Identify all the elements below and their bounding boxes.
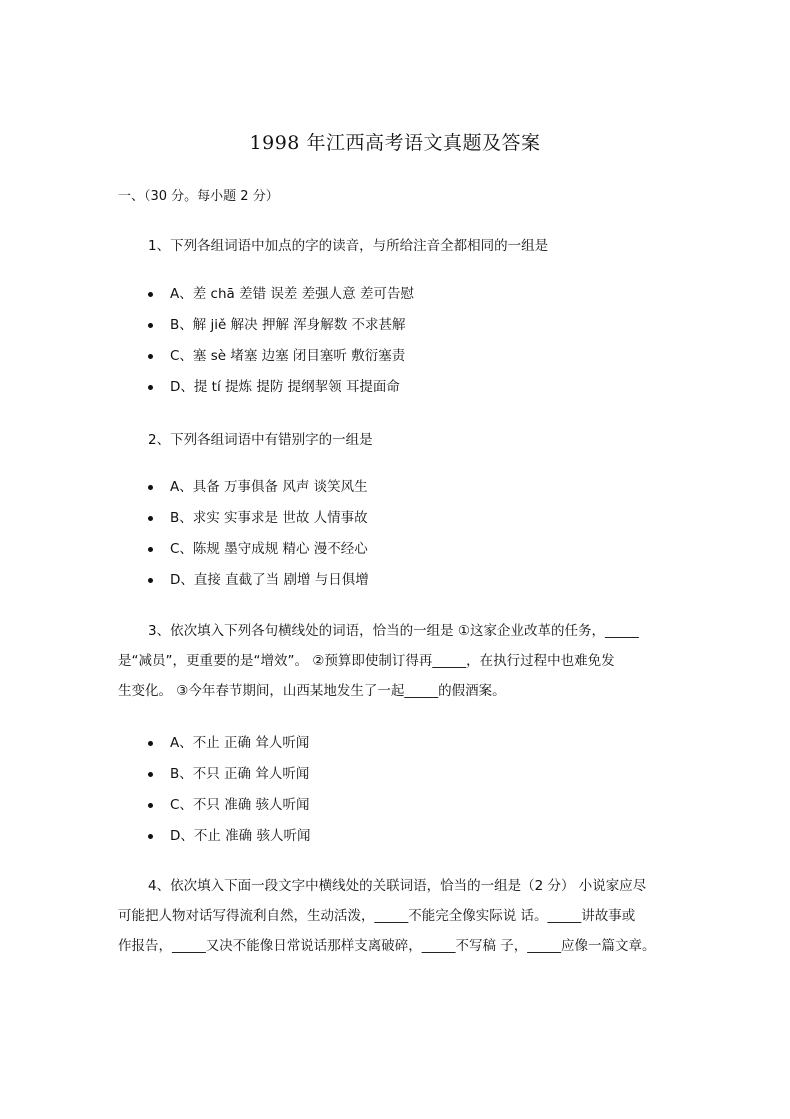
option-d [148,377,414,408]
question-4-line: 作报告，_____又决不能像日常说话那样支离破碎，_____不写稿 子，_____应像一篇文章。 [118,938,656,954]
bullet-icon [148,354,153,359]
question-1-title: 1、下列各组词语中加点的字的读音，与所给注音全都相同的一组是 [148,238,549,254]
option-c [148,539,369,570]
bullet-icon [148,485,153,490]
option-text: B、不只 正确 耸人听闻 [170,766,310,782]
option-text: C、塞 sè 堵塞 边塞 闭目塞听 敷衍塞责 [170,348,406,364]
section-heading: 一、（30 分。每小题 2 分） [118,189,279,204]
option-text: A、具备 万事俱备 风声 谈笑风生 [170,479,368,495]
option-d [148,570,369,601]
option-text: C、陈规 墨守成规 精心 漫不经心 [170,541,368,557]
question-3-stem [118,616,678,706]
option-c [148,346,414,377]
option-d [148,826,310,857]
question-4-line: 可能把人物对话写得流利自然，生动活泼，_____不能完全像实际说 话。_____讲故事或 [118,908,636,924]
option-a [148,477,369,508]
bullet-icon [148,385,153,390]
option-text: D、提 tí 提炼 提防 提纲挈领 耳提面命 [170,379,400,395]
bullet-icon [148,547,153,552]
bullet-icon [148,803,153,808]
page-title: 1998 年江西高考语文真题及答案 [249,132,541,154]
option-text: D、直接 直截了当 剧增 与日俱增 [170,572,369,588]
bullet-icon [148,292,153,297]
option-a [148,733,310,764]
question-3-line [118,616,678,646]
option-text: C、不只 准确 骇人听闻 [170,797,310,813]
option-text: B、解 jiě 解决 押解 浑身解数 不求甚解 [170,317,406,333]
question-3-line: 生变化。 ③今年春节期间，山西某地发生了一起_____的假酒案。 [118,683,506,699]
option-b [148,764,310,795]
bullet-icon [148,578,153,583]
bullet-icon [148,741,153,746]
question-3-options [148,733,310,857]
option-b [148,315,414,346]
option-text: B、求实 实事求是 世故 人情事故 [170,510,368,526]
question-4-stem [118,871,678,961]
option-text: A、不止 正确 耸人听闻 [170,735,310,751]
question-1-options [148,284,414,408]
question-4-line [118,871,678,901]
bullet-icon [148,323,153,328]
question-3-line-text: 3、依次填入下列各句横线处的词语，恰当的一组是 ①这家企业改革的任务，_____ [148,623,639,639]
question-4-line-text: 4、依次填入下面一段文字中横线处的关联词语，恰当的一组是（2 分） 小说家应尽 [148,878,647,894]
bullet-icon [148,516,153,521]
option-a [148,284,414,315]
option-text: A、差 chā 差错 误差 差强人意 差可告慰 [170,286,414,302]
question-2-title: 2、下列各组词语中有错别字的一组是 [148,432,373,448]
option-text: D、不止 准确 骇人听闻 [170,828,311,844]
bullet-icon [148,834,153,839]
option-b [148,508,369,539]
option-c [148,795,310,826]
question-3-line: 是“减员”，更重要的是“增效”。 ②预算即使制订得再_____，在执行过程中也难免发 [118,653,615,669]
question-2-options [148,477,369,601]
bullet-icon [148,772,153,777]
